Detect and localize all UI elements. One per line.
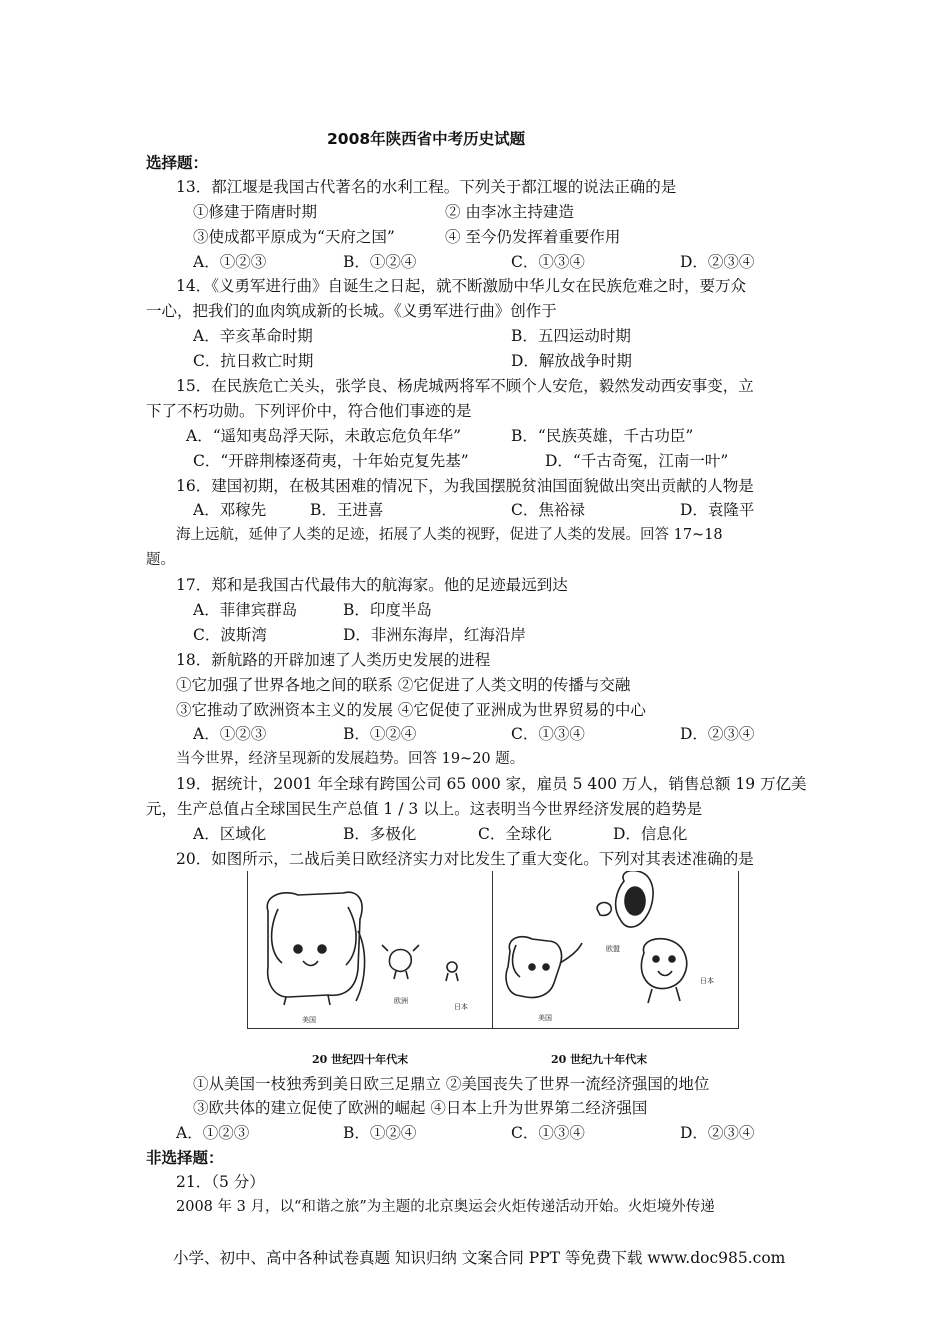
q13-s2: ② 由李冰主持建造	[445, 203, 574, 221]
cartoon-drawing	[248, 871, 738, 1028]
intro-19-20: 当今世界，经济呈现新的发展趋势。回答 19~20 题。	[176, 751, 525, 767]
q16-option-a: A．邓稼先	[193, 501, 267, 519]
q13-option-d: D．②③④	[680, 253, 755, 271]
q19-option-c: C．全球化	[478, 825, 552, 843]
q20-cartoon-figure	[247, 871, 739, 1029]
q16-stem: 16．建国初期，在极其困难的情况下，为我国摆脱贫油国面貌做出突出贡献的人物是	[176, 477, 754, 495]
q20-option-b: B．①②④	[343, 1124, 417, 1142]
q13-option-c: C．①③④	[511, 253, 585, 271]
intro-17-18-line1: 海上远航，延伸了人类的足迹，拓展了人类的视野，促进了人类的发展。回答 17~18	[176, 527, 723, 543]
q18-stem: 18．新航路的开辟加速了人类历史发展的进程	[176, 651, 491, 669]
q19-line1: 19．据统计，2001 年全球有跨国公司 65 000 家，雇员 5 400 万人，销售总额 19 万亿美	[176, 775, 807, 793]
q18-option-d: D．②③④	[680, 725, 755, 743]
q16-option-b: B．王进喜	[310, 501, 384, 519]
fig-caption-right: 20 世纪九十年代末	[551, 1053, 648, 1066]
q17-option-a: A．菲律宾群岛	[193, 601, 298, 619]
q18-s12: ①它加强了世界各地之间的联系 ②它促进了人类文明的传播与交融	[176, 676, 631, 694]
q21-number: 21．（5 分）	[176, 1173, 265, 1191]
q14-line2: 一心，把我们的血肉筑成新的长城。《义勇军进行曲》创作于	[146, 302, 557, 320]
q18-s34: ③它推动了欧洲资本主义的发展 ④它促使了亚洲成为世界贸易的中心	[176, 701, 646, 719]
q18-option-a: A．①②③	[193, 725, 267, 743]
q13-s4: ④ 至今仍发挥着重要作用	[445, 228, 621, 246]
q19-option-b: B．多极化	[343, 825, 417, 843]
q15-line2: 下了不朽功勋。下列评价中，符合他们事迹的是	[146, 402, 472, 420]
q20-option-d: D．②③④	[680, 1124, 755, 1142]
q14-option-b: B．五四运动时期	[511, 327, 631, 345]
q18-option-c: C．①③④	[511, 725, 585, 743]
q15-option-d: D．“千古奇冤，江南一叶”	[545, 452, 729, 470]
fig-label-usa-2: 美国	[538, 1014, 552, 1022]
page-title: 2008年陕西省中考历史试题	[327, 130, 526, 148]
q14-option-a: A．辛亥革命时期	[193, 327, 313, 345]
q14-line1: 14．《义勇军进行曲》自诞生之日起，就不断激励中华儿女在民族危难之时，要万众	[176, 277, 746, 295]
fig-caption-left: 20 世纪四十年代末	[312, 1053, 409, 1066]
q17-option-d: D．非洲东海岸，红海沿岸	[343, 626, 526, 644]
q20-option-c: C．①③④	[511, 1124, 585, 1142]
q17-stem: 17．郑和是我国古代最伟大的航海家。他的足迹最远到达	[176, 576, 568, 594]
q13-stem: 13．都江堰是我国古代著名的水利工程。下列关于都江堰的说法正确的是	[176, 178, 677, 196]
section-non-choice: 非选择题：	[146, 1148, 224, 1167]
q13-option-a: A．①②③	[193, 253, 267, 271]
q19-option-d: D．信息化	[613, 825, 688, 843]
q19-option-a: A．区域化	[193, 825, 267, 843]
q20-stem: 20．如图所示，二战后美日欧经济实力对比发生了重大变化。下列对其表述准确的是	[176, 850, 754, 868]
fig-label-japan: 日本	[454, 1003, 468, 1011]
fig-label-eu-2: 欧盟	[606, 945, 620, 953]
q16-option-c: C．焦裕禄	[511, 501, 585, 519]
fig-label-europe: 欧洲	[394, 997, 408, 1005]
q15-line1: 15．在民族危亡关头，张学良、杨虎城两将军不顾个人安危，毅然发动西安事变，立	[176, 377, 754, 395]
fig-label-usa: 美国	[302, 1016, 316, 1024]
q15-option-c: C．“开辟荆榛逐荷夷，十年始克复先基”	[193, 452, 469, 470]
q18-option-b: B．①②④	[343, 725, 417, 743]
q17-option-b: B．印度半岛	[343, 601, 432, 619]
q14-option-d: D．解放战争时期	[511, 352, 632, 370]
q16-option-d: D．袁隆平	[680, 501, 755, 519]
q20-s34: ③欧共体的建立促使了欧洲的崛起 ④日本上升为世界第二经济强国	[193, 1099, 648, 1117]
q15-option-b: B．“民族英雄，千古功臣”	[511, 427, 694, 445]
q15-option-a: A．“遥知夷岛浮天际，未敢忘危负年华”	[186, 427, 462, 445]
q20-s12: ①从美国一枝独秀到美日欧三足鼎立 ②美国丧失了世界一流经济强国的地位	[193, 1075, 710, 1093]
q14-option-c: C．抗日救亡时期	[193, 352, 314, 370]
q13-option-b: B．①②④	[343, 253, 417, 271]
page-footer: 小学、初中、高中各种试卷真题 知识归纳 文案合同 PPT 等免费下载 www.doc985.com	[173, 1249, 786, 1267]
q13-s3: ③使成都平原成为“天府之国”	[193, 228, 395, 246]
fig-label-japan-2: 日本	[700, 977, 714, 985]
q21-line1: 2008 年 3 月，以“和谐之旅”为主题的北京奥运会火炬传递活动开始。火炬境外传递	[176, 1199, 715, 1215]
q17-option-c: C．波斯湾	[193, 626, 267, 644]
q19-line2: 元，生产总值占全球国民生产总值 1 / 3 以上。这表明当今世界经济发展的趋势是	[146, 800, 703, 818]
q20-option-a: A．①②③	[176, 1124, 250, 1142]
q13-s1: ①修建于隋唐时期	[193, 203, 318, 221]
section-choice: 选择题：	[146, 153, 209, 172]
intro-17-18-line2: 题。	[146, 552, 175, 568]
